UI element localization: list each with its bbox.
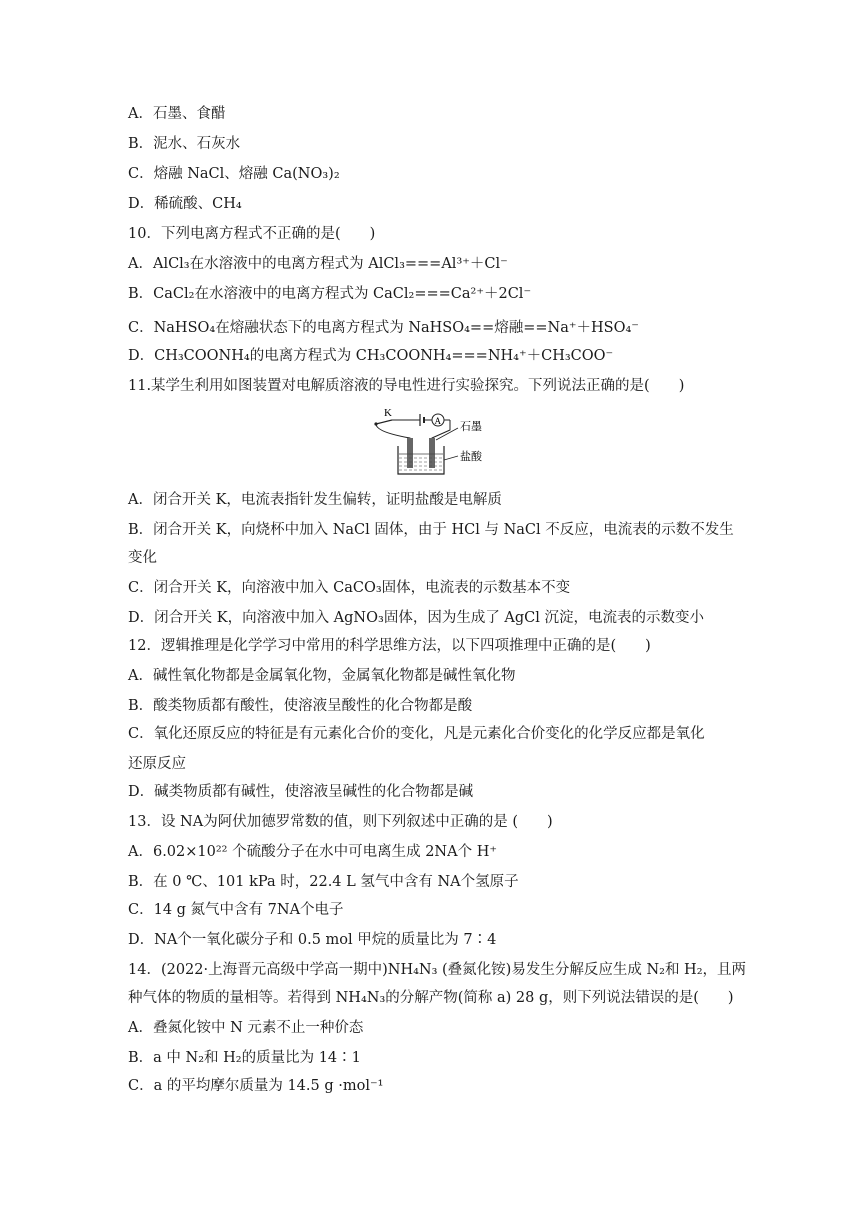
option-line: B．闭合开关 K，向烧杯中加入 NaCl 固体，由于 HCl 与 NaCl 不反应，电流表的示数不发生 [128, 522, 734, 538]
electrode-label: 石墨 [460, 420, 482, 433]
option-line: C．a 的平均摩尔质量为 14.5 g ·mol⁻¹ [128, 1078, 384, 1094]
option-line: D．NA个一氧化碳分子和 0.5 mol 甲烷的质量比为 7∶4 [128, 932, 497, 948]
question-13: 13．设 NA为阿伏加德罗常数的值，则下列叙述中正确的是 ( ) [128, 814, 553, 830]
option-line: C．NaHSO₄在熔融状态下的电离方程式为 NaHSO₄==熔融==Na⁺＋HSO₄⁻ [128, 320, 639, 336]
option-line: D．稀硫酸、CH₄ [128, 196, 242, 212]
option-line: D．CH₃COONH₄的电离方程式为 CH₃COONH₄===NH₄⁺＋CH₃COO⁻ [128, 348, 614, 364]
question-14-cont: 种气体的物质的量相等。若得到 NH₄N₃的分解产物(简称 a) 28 g，则下列说法错误的是( ) [128, 990, 734, 1006]
ammeter-label: A [434, 416, 441, 426]
option-line: A．6.02×10²² 个硫酸分子在水中可电离生成 2NA个 H⁺ [128, 844, 497, 860]
option-line: C．熔融 NaCl、熔融 Ca(NO₃)₂ [128, 166, 340, 182]
option-line: C．14 g 氮气中含有 7NA个电子 [128, 902, 344, 918]
switch-label: K [384, 407, 392, 419]
option-line: C．闭合开关 K，向溶液中加入 CaCO₃固体，电流表的示数基本不变 [128, 580, 571, 596]
graphite-electrode [429, 438, 435, 468]
option-line: B．酸类物质都有酸性，使溶液呈酸性的化合物都是酸 [128, 698, 473, 714]
question-14: 14．(2022·上海晋元高级中学高一期中)NH₄N₃ (叠氮化铵)易发生分解反应生成 N₂和 H₂，且两 [128, 962, 747, 978]
option-line: D．碱类物质都有碱性，使溶液呈碱性的化合物都是碱 [128, 784, 474, 800]
question-10: 10．下列电离方程式不正确的是( ) [128, 226, 376, 242]
option-line: A．叠氮化铵中 N 元素不止一种价态 [128, 1020, 364, 1036]
option-line: B．泥水、石灰水 [128, 136, 241, 152]
option-line: A．碱性氧化物都是金属氧化物，金属氧化物都是碱性氧化物 [128, 668, 516, 684]
option-line: B．CaCl₂在水溶液中的电离方程式为 CaCl₂===Ca²⁺＋2Cl⁻ [128, 286, 532, 302]
option-line: A．闭合开关 K，电流表指针发生偏转，证明盐酸是电解质 [128, 492, 502, 508]
conductivity-apparatus-figure [370, 402, 510, 478]
question-12: 12．逻辑推理是化学学习中常用的科学思维方法，以下四项推理中正确的是( ) [128, 638, 651, 654]
option-line: 变化 [128, 550, 157, 566]
option-line: A．石墨、食醋 [128, 106, 226, 122]
option-line: D．闭合开关 K，向溶液中加入 AgNO₃固体，因为生成了 AgCl 沉淀，电流表的示数变小 [128, 610, 705, 626]
question-11: 11.某学生利用如图装置对电解质溶液的导电性进行实验探究。下列说法正确的是( ) [128, 378, 685, 394]
option-line: B．在 0 ℃、101 kPa 时，22.4 L 氢气中含有 NA个氢原子 [128, 874, 519, 890]
option-line: A．AlCl₃在水溶液中的电离方程式为 AlCl₃===Al³⁺＋Cl⁻ [128, 256, 508, 272]
option-line: 还原反应 [128, 756, 186, 772]
option-line: B．a 中 N₂和 H₂的质量比为 14∶1 [128, 1050, 361, 1066]
graphite-electrode [407, 438, 413, 468]
option-line: C．氧化还原反应的特征是有元素化合价的变化，凡是元素化合价变化的化学反应都是氧化 [128, 726, 705, 742]
solution-label: 盐酸 [460, 450, 482, 463]
